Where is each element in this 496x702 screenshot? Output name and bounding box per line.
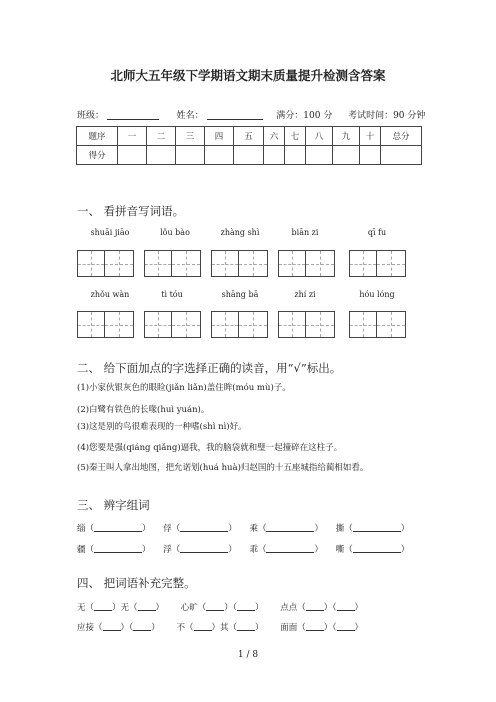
- bracket-close: ）: [228, 545, 237, 555]
- answer-blank[interactable]: [353, 544, 401, 553]
- answer-blank[interactable]: [133, 622, 151, 631]
- name-blank[interactable]: [207, 110, 263, 120]
- question-item: (5)秦王叫人拿出地图，把允诺划(huá huà)归赵国的十五座城指给蔺相如看。: [77, 463, 369, 473]
- answer-blank[interactable]: [266, 544, 314, 553]
- question-item: (1)小家伙银灰色的眼睑(jiǎn liǎn)盖住眸(móu mù)子。: [77, 383, 291, 393]
- writing-grid[interactable]: [211, 250, 268, 277]
- pinyin-label: qī fu: [367, 228, 387, 237]
- idiom-text: ）无（: [112, 603, 138, 613]
- word-group-row: [77, 522, 409, 534]
- score-cell[interactable]: [306, 146, 333, 165]
- pinyin-label: zhǒu wàn: [90, 290, 130, 299]
- question-item: (4)您要是强(qiáng qiǎng)逼我，我的脑袋就和璧一起撞碎在这柱子。: [77, 443, 343, 453]
- score-cell[interactable]: [360, 146, 381, 165]
- pinyin-label: shuāi jiāo: [90, 228, 130, 237]
- idiom-text: 心旷（: [180, 603, 207, 613]
- char-prompt: 缁（: [77, 524, 95, 534]
- header-cell: 八: [306, 127, 333, 146]
- writing-grid[interactable]: [77, 250, 134, 277]
- writing-grid[interactable]: [144, 311, 201, 338]
- score-table: [76, 126, 422, 165]
- idiom-text: ）: [155, 603, 165, 613]
- score-cell[interactable]: [176, 146, 205, 165]
- pinyin-label: hóu lóng: [359, 290, 395, 299]
- section1-heading: 一、 看拼音写词语。: [77, 204, 185, 218]
- header-cell: 四: [205, 127, 234, 146]
- idiom-text: ）（: [224, 603, 238, 613]
- question-item: (3)这是别的鸟很难表现的一种嗜(shì nì)好。: [77, 422, 247, 432]
- char-prompt: 嘶（: [335, 545, 353, 555]
- idiom-text: ）: [255, 603, 264, 613]
- section3-heading: 三、 辨字组词: [77, 498, 150, 512]
- score-cell[interactable]: [147, 146, 176, 165]
- score-cell[interactable]: [234, 146, 264, 165]
- header-cell: 六: [264, 127, 285, 146]
- answer-blank[interactable]: [180, 523, 228, 532]
- exam-info: [77, 108, 425, 121]
- answer-blank[interactable]: [206, 602, 224, 611]
- idiom-text: 应接（: [77, 623, 103, 633]
- answer-blank[interactable]: [266, 523, 314, 532]
- header-cell: 三: [176, 127, 205, 146]
- pinyin-label: lǒu bào: [160, 228, 190, 237]
- class-label: 班级：: [77, 111, 105, 121]
- idiom-text: ）: [354, 623, 364, 633]
- header-cell: 五: [234, 127, 264, 146]
- writing-grid[interactable]: [144, 250, 201, 277]
- char-prompt: 俘（: [163, 524, 181, 534]
- answer-blank[interactable]: [306, 602, 324, 611]
- answer-blank[interactable]: [237, 602, 255, 611]
- idiom-row: [77, 601, 363, 613]
- score-table-header: [77, 127, 422, 146]
- score-cell[interactable]: [333, 146, 360, 165]
- answer-blank[interactable]: [103, 622, 121, 631]
- answer-blank[interactable]: [180, 544, 228, 553]
- score-cell[interactable]: [381, 146, 422, 165]
- writing-grid[interactable]: [211, 311, 268, 338]
- idiom-text: 面面（: [280, 623, 306, 633]
- char-prompt: 乖（: [249, 545, 267, 555]
- bracket-close: ）: [314, 524, 323, 534]
- header-cell: 二: [147, 127, 176, 146]
- idiom-text: ）: [255, 623, 264, 633]
- idiom-text: ）（: [323, 603, 337, 613]
- answer-blank[interactable]: [94, 602, 112, 611]
- bracket-close: ）: [400, 545, 410, 555]
- char-prompt: 浮（: [163, 545, 181, 555]
- section2-heading: 二、 给下面加点的字选择正确的读音，用“√”标出。: [77, 361, 342, 375]
- page-number: 1 / 8: [237, 650, 259, 660]
- char-prompt: 撕（: [335, 524, 353, 534]
- score-cell[interactable]: [285, 146, 306, 165]
- idiom-text: ）（: [120, 623, 134, 633]
- idiom-text: ）其（: [211, 623, 238, 633]
- header-cell: 九: [333, 127, 360, 146]
- pinyin-label: tì tóu: [161, 290, 183, 299]
- pinyin-label: shāng bā: [221, 290, 259, 299]
- char-prompt: 疆（: [77, 545, 95, 555]
- header-cell: 七: [285, 127, 306, 146]
- time-label: 考试时间：90 分钟: [348, 111, 426, 121]
- answer-blank[interactable]: [94, 544, 142, 553]
- page-title: 北师大五年级下学期语文期末质量提升检测含答案: [110, 68, 386, 83]
- section4-heading: 四、 把词语补充完整。: [77, 576, 196, 590]
- score-table-row: [77, 146, 422, 165]
- idiom-text: ）: [354, 603, 364, 613]
- writing-grid[interactable]: [77, 311, 134, 338]
- char-prompt: 乘（: [249, 524, 267, 534]
- writing-grid[interactable]: [278, 250, 335, 277]
- score-cell[interactable]: [118, 146, 147, 165]
- full-score-label: 满分：100 分: [276, 111, 333, 121]
- name-label: 姓名：: [176, 111, 204, 121]
- bracket-close: ）: [228, 524, 237, 534]
- answer-blank[interactable]: [337, 622, 355, 631]
- writing-grid[interactable]: [349, 250, 406, 277]
- score-cell[interactable]: [264, 146, 285, 165]
- pinyin-label: zhí zi: [294, 290, 316, 299]
- bracket-close: ）: [400, 524, 410, 534]
- header-cell: 十: [360, 127, 381, 146]
- row-label-cell: 得分: [77, 146, 118, 165]
- bracket-close: ）: [314, 545, 323, 555]
- idiom-text: 不（: [176, 623, 194, 633]
- writing-grid[interactable]: [349, 311, 406, 338]
- answer-blank[interactable]: [94, 523, 142, 532]
- header-cell: 一: [118, 127, 147, 146]
- answer-blank[interactable]: [337, 602, 355, 611]
- answer-blank[interactable]: [237, 622, 255, 631]
- word-group-row: [77, 543, 409, 555]
- idiom-text: ）: [151, 623, 160, 633]
- idiom-row: [77, 621, 363, 633]
- answer-blank[interactable]: [138, 602, 156, 611]
- pinyin-label: biān zi: [291, 228, 319, 237]
- header-cell: 总分: [381, 127, 422, 146]
- score-cell[interactable]: [205, 146, 234, 165]
- answer-blank[interactable]: [353, 523, 401, 532]
- idiom-text: 点点（: [280, 603, 306, 613]
- question-item: (2)白鹭有铁色的长喙(huì yuán)。: [77, 405, 210, 415]
- idiom-text: ）（: [323, 623, 337, 633]
- header-cell: 题序: [77, 127, 118, 146]
- writing-grid[interactable]: [278, 311, 335, 338]
- class-blank[interactable]: [107, 110, 159, 120]
- pinyin-label: zhàng shì: [220, 228, 260, 237]
- bracket-close: ）: [142, 524, 151, 534]
- idiom-text: 无（: [77, 603, 95, 613]
- answer-blank[interactable]: [306, 622, 324, 631]
- answer-blank[interactable]: [194, 622, 212, 631]
- bracket-close: ）: [142, 545, 151, 555]
